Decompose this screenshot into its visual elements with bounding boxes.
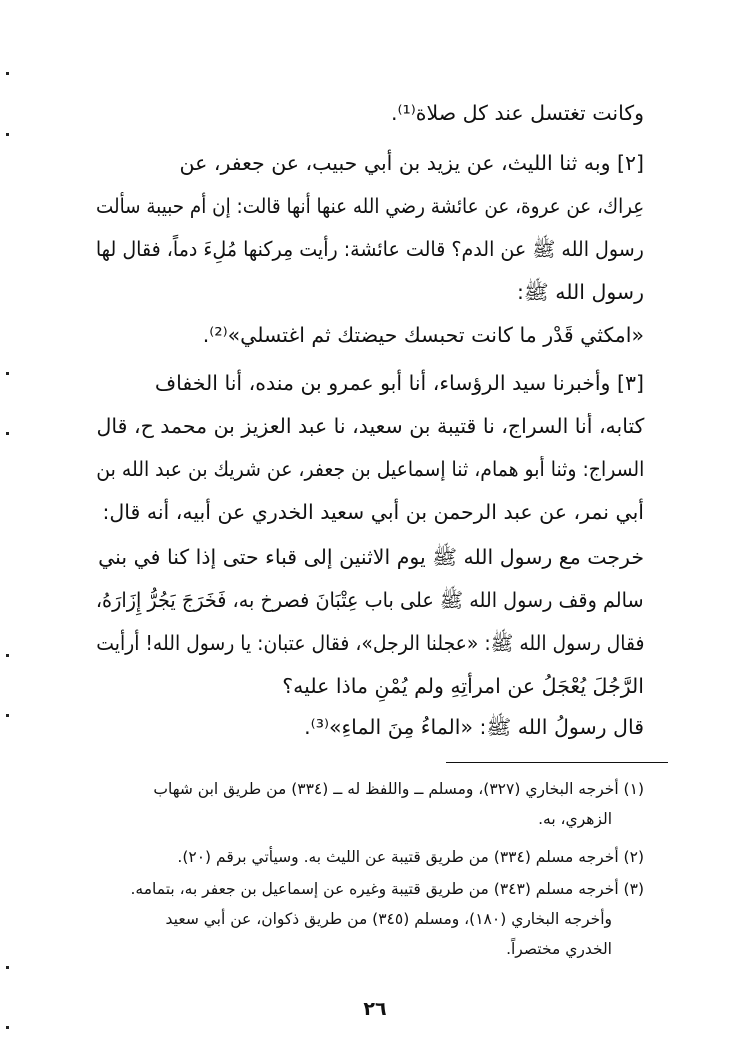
- footnote-2: [96, 842, 644, 872]
- text-line: سالم وقف رسول الله ﷺ على باب عِتْبَانَ فصرخ به، فَخَرَجَ يَجُرُّ إِزَارَهُ،: [96, 588, 644, 612]
- margin-mark: [6, 966, 9, 969]
- paragraph-1: [96, 92, 644, 135]
- paragraph-hadith-3: [96, 362, 644, 534]
- footnote-line: الخدري مختصراً.: [506, 940, 612, 958]
- margin-mark: [6, 654, 9, 657]
- text-line: وكانت تغتسل عند كل صلاة⁽¹⁾.: [390, 101, 644, 125]
- footnote-line: (١) أخرجه البخاري (٣٢٧)، ومسلم ــ واللفظ له ــ (٣٣٤) من طريق ابن شهاب: [153, 780, 644, 798]
- paragraph-hadith-3-text: [96, 536, 644, 708]
- text-line: خرجت مع رسول الله ﷺ يوم الاثنين إلى قباء حتى إذا كنا في بني: [98, 545, 644, 569]
- paragraph-quote-3: [96, 706, 644, 749]
- page-number: ٢٦: [363, 998, 387, 1020]
- text-line: [٣] وأخبرنا سيد الرؤساء، أنا أبو عمرو بن منده، أنا الخفاف: [154, 371, 644, 395]
- text-line: كتابه، أنا السراج، نا قتيبة بن سعيد، نا عبد العزيز بن محمد ح، قال: [96, 414, 644, 438]
- footnote-line: (٢) أخرجه مسلم (٣٣٤) من طريق قتيبة عن الليث به. وسيأتي برقم (٢٠).: [177, 848, 644, 866]
- text-line: قال رسولُ الله ﷺ: «الماءُ مِنَ الماءِ»⁽³⁾.: [304, 715, 644, 739]
- text-line: رسول الله ﷺ:: [517, 280, 644, 304]
- text-line: الرَّجُلَ يُعْجَلُ عن امرأتِهِ ولم يُمْنِ ماذا عليه؟: [282, 674, 644, 698]
- footnote-1: [96, 774, 644, 834]
- margin-mark: [6, 372, 9, 375]
- margin-mark: [6, 714, 9, 717]
- footnote-line: الزهري، به.: [538, 810, 612, 828]
- footnote-separator: [446, 762, 668, 763]
- text-line: فقال رسول الله ﷺ: «عجلنا الرجل»، فقال عتبان: يا رسول الله! أرأيت: [95, 631, 644, 655]
- text-line: رسول الله ﷺ عن الدم؟ قالت عائشة: رأيت مِركنها مُلِءَ دماً، فقال لها: [95, 237, 644, 261]
- footnote-3: [96, 874, 644, 964]
- footnote-line: وأخرجه البخاري (١٨٠)، ومسلم (٣٤٥) من طريق ذكوان، عن أبي سعيد: [165, 910, 612, 928]
- text-line: أبي نمر، عن عبد الرحمن بن أبي سعيد الخدري عن أبيه، أنه قال:: [102, 500, 644, 524]
- text-line: السراج: وثنا أبو همام، ثنا إسماعيل بن جعفر، عن شريك بن عبد الله بن: [95, 457, 644, 481]
- paragraph-quote-2: [96, 314, 644, 357]
- text-line: «امكثي قَدْر ما كانت تحبسك حيضتك ثم اغتسلي»⁽²⁾.: [202, 323, 644, 347]
- margin-mark: [6, 432, 9, 435]
- margin-mark: [6, 72, 9, 75]
- text-line: عِراك، عن عروة، عن عائشة رضي الله عنها أنها قالت: إن أم حبيبة سألت: [95, 194, 644, 218]
- margin-mark: [6, 1026, 9, 1029]
- margin-mark: [6, 133, 9, 136]
- paragraph-hadith-2: [96, 142, 644, 314]
- footnote-line: (٣) أخرجه مسلم (٣٤٣) من طريق قتيبة وغيره عن إسماعيل بن جعفر به، بتمامه.: [130, 880, 644, 898]
- text-line: [٢] وبه ثنا الليث، عن يزيد بن أبي حبيب، عن جعفر، عن: [179, 151, 644, 175]
